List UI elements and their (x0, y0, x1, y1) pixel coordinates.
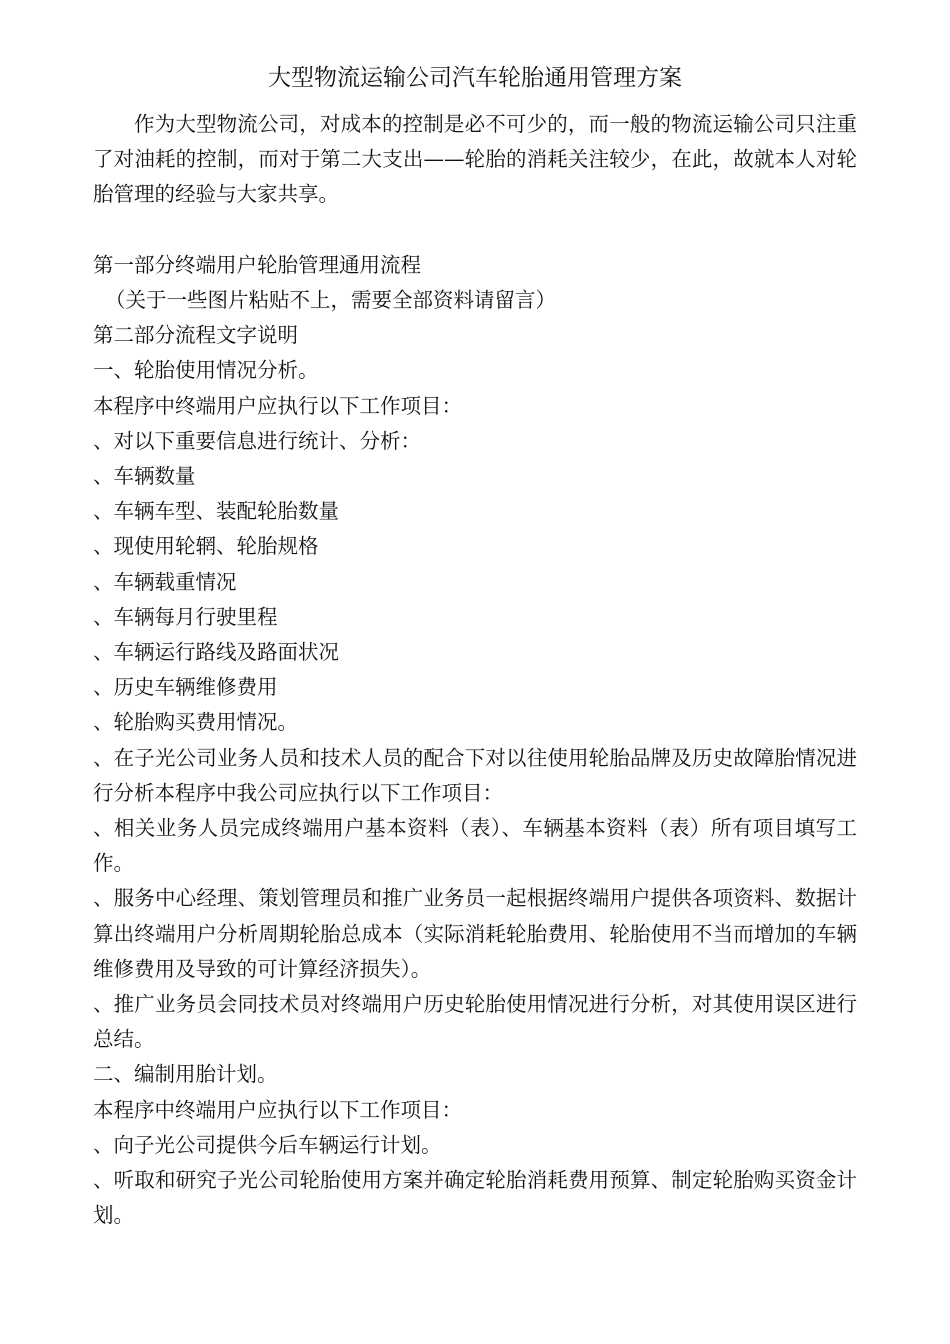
section2-item: 、听取和研究子光公司轮胎使用方案并确定轮胎消耗费用预算、制定轮胎购买资金计划。 (93, 1168, 857, 1228)
part2-heading: 第二部分流程文字说明 (93, 323, 298, 348)
part1-heading: 第一部分终端用户轮胎管理通用流程 (93, 252, 421, 277)
section1-item: 、车辆数量 (93, 464, 196, 489)
intro-paragraph: 作为大型物流公司，对成本的控制是必不可少的，而一般的物流运输公司只注重了对油耗的控制，而对于第二大支出——轮胎的消耗关注较少，在此，故就本人对轮胎管理的经验与大家共享。 (93, 112, 857, 207)
document-body (93, 107, 857, 1233)
section1-item: 、车辆运行路线及路面状况 (93, 640, 339, 665)
section2-item: 、向子光公司提供今后车辆运行计划。 (93, 1132, 442, 1157)
section1-item: 、相关业务人员完成终端用户基本资料（表）、车辆基本资料（表）所有项目填写工作。 (93, 816, 857, 876)
section1-heading: 一、轮胎使用情况分析。 (93, 358, 319, 383)
section1-intro: 本程序中终端用户应执行以下工作项目： (93, 393, 462, 418)
section1-item: 、现使用轮辋、轮胎规格 (93, 534, 319, 559)
blank-line (93, 213, 857, 248)
part1-note: （关于一些图片粘贴不上，需要全部资料请留言） (105, 288, 556, 312)
document-title: 大型物流运输公司汽车轮胎通用管理方案 (268, 65, 682, 91)
section1-item: 、推广业务员会同技术员对终端用户历史轮胎使用情况进行分析，对其使用误区进行总结。 (93, 992, 857, 1052)
section1-item: 、车辆每月行驶里程 (93, 604, 278, 629)
section1-item: 、车辆车型、装配轮胎数量 (93, 499, 339, 524)
section1-item: 、历史车辆维修费用 (93, 675, 278, 700)
section1-item: 、服务中心经理、策划管理员和推广业务员一起根据终端用户提供各项资料、数据计算出终端用户分析周期轮胎总成本（实际消耗轮胎费用、轮胎使用不当而增加的车辆维修费用及导致的可计算经济损失）。 (93, 886, 857, 981)
section2-intro: 本程序中终端用户应执行以下工作项目： (93, 1097, 462, 1122)
section1-item: 、轮胎购买费用情况。 (93, 710, 298, 735)
section1-item: 、车辆载重情况 (93, 569, 237, 594)
section1-item: 、在子光公司业务人员和技术人员的配合下对以往使用轮胎品牌及历史故障胎情况进行分析本程序中我公司应执行以下工作项目： (93, 745, 857, 805)
section1-item: 、对以下重要信息进行统计、分析： (93, 428, 421, 453)
section2-heading: 二、编制用胎计划。 (93, 1062, 278, 1087)
